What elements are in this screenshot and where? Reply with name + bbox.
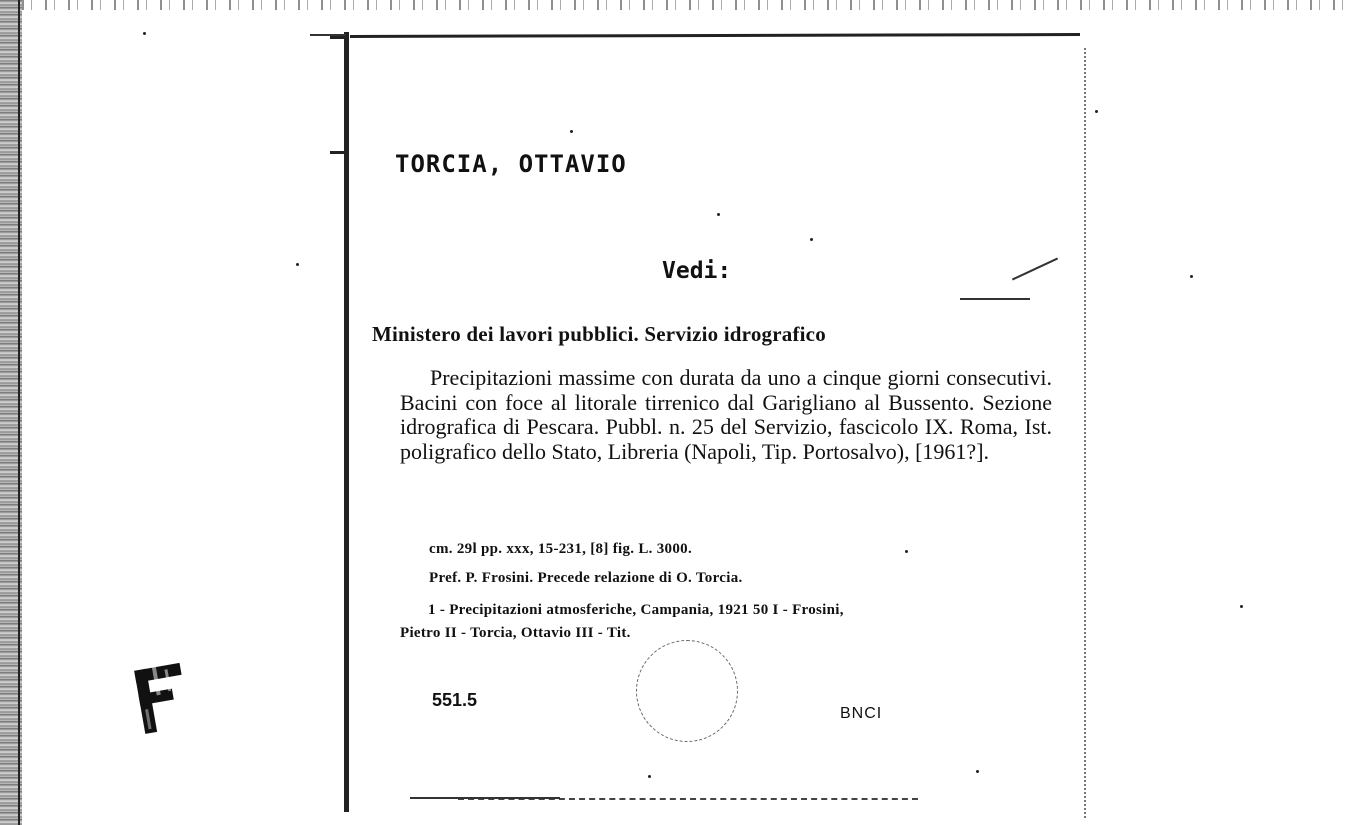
- scan-speck: [717, 213, 720, 216]
- library-locator: BNCI: [840, 705, 883, 722]
- card-left-tab: [330, 36, 349, 154]
- scan-speck: [296, 263, 299, 266]
- collation-line: cm. 29l pp. xxx, 15-231, [8] fig. L. 3000.: [429, 541, 693, 557]
- scan-dash: [310, 34, 346, 36]
- scan-speck: [143, 32, 146, 35]
- card-heading: TORCIA, OTTAVIO: [395, 150, 627, 178]
- scan-speck: [810, 238, 813, 241]
- scan-speck: [976, 770, 979, 773]
- library-logo-icon: [130, 658, 201, 746]
- card-top-edge: [350, 33, 1080, 38]
- scan-edge-line: [18, 0, 20, 825]
- preface-note: Pref. P. Frosini. Precede relazione di O. Torcia.: [429, 570, 743, 586]
- tracings-line-2: Pietro II - Torcia, Ottavio III - Tit.: [400, 625, 631, 641]
- scan-speck: [570, 130, 573, 133]
- entry-description: Precipitazioni massime con durata da uno a cinque giorni consecutivi. Bacini con foce al litorale tirrenico dal Garigliano al Bussento. Sezione idrografica di Pescara. Pubbl. n. 25 del Servizio, fascicolo IX. Roma, Ist. poligrafico dello Stato, Libreria (Napoli, Tip. Portosalvo), [1961?].: [400, 365, 1052, 464]
- scan-dash: [410, 797, 560, 799]
- scan-speck: [648, 775, 651, 778]
- tracings-line-1: 1 - Precipitazioni atmosferiche, Campania, 1921 50 I - Frosini,: [428, 602, 844, 618]
- scan-speck: [905, 550, 908, 553]
- card-right-edge: [1084, 48, 1086, 818]
- see-reference-label: Vedi:: [662, 258, 732, 284]
- scan-speck: [1095, 110, 1098, 113]
- entry-title: Ministero dei lavori pubblici. Servizio idrografico: [372, 322, 826, 346]
- faded-stamp: [636, 640, 738, 742]
- scan-dash: [960, 298, 1030, 300]
- scan-speck: [1190, 275, 1193, 278]
- top-scan-border: [22, 0, 1347, 10]
- class-number: 551.5: [432, 690, 478, 710]
- scan-speck: [1240, 605, 1243, 608]
